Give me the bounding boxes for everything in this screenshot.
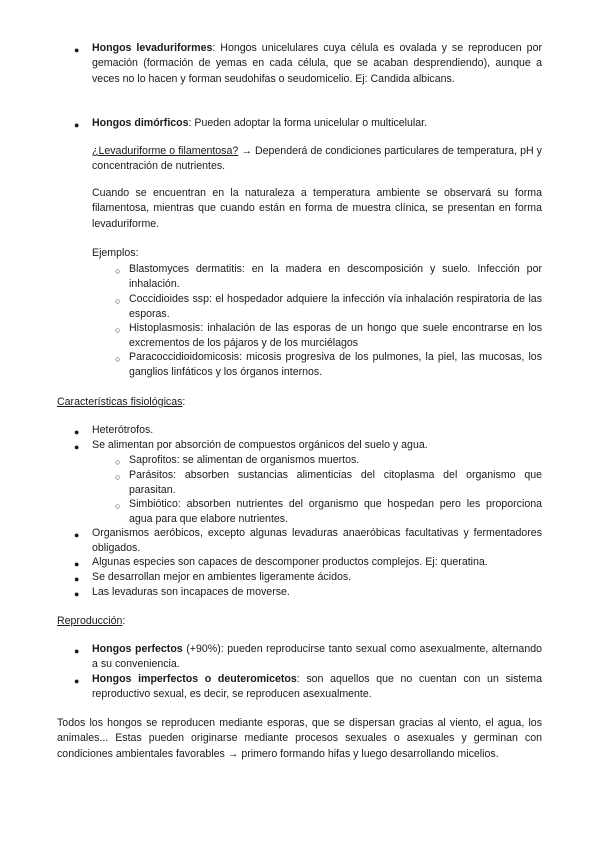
- physio-item: Se alimentan por absorción de compuestos orgánicos del suelo y agua.: [92, 439, 428, 451]
- physiological-heading: [57, 395, 185, 410]
- circle-bullet-icon: ○: [115, 266, 121, 276]
- repro-perfect-item: [92, 642, 542, 673]
- bullet-icon: ●: [74, 574, 80, 584]
- example-item: Histoplasmosis: inhalación de las esporas de un hongo que suele encontrarse en los excrementos de los pájaros y de los murciélagos: [129, 322, 542, 350]
- example-item: Coccidioides ssp: el hospedador adquiere la infección vía inhalación respiratoria de las esporas.: [129, 293, 542, 321]
- circle-bullet-icon: ○: [115, 325, 121, 335]
- form-question-answer: → Dependerá de condiciones particulares de temperatura, pH y concentración de nutrientes.: [92, 145, 542, 173]
- physio-item: Las levaduras son incapaces de moverse.: [92, 586, 290, 598]
- repro-imperfect-item: [92, 672, 542, 703]
- physio-subitem: Parásitos: absorben sustancias alimenticias del citoplasma del organismo que parasitan.: [129, 469, 542, 497]
- bullet-icon: ●: [74, 676, 80, 686]
- term-imperfectos: Hongos imperfectos o deuteromicetos: [92, 673, 297, 685]
- bullet-icon: ●: [74, 427, 80, 437]
- physio-item: Se desarrollan mejor en ambientes ligeramente ácidos.: [92, 571, 352, 583]
- reproduction-heading-text: Reproducción: [57, 615, 123, 627]
- nature-paragraph: Cuando se encuentran en la naturaleza a temperatura ambiente se observará su forma filamentosa, mientras que cuando están en forma de muestra clínica, se presentan en forma levaduriforme.: [92, 187, 542, 230]
- heading-colon: :: [122, 615, 126, 627]
- physio-subitem: Saprofitos: se alimentan de organismos muertos.: [129, 454, 360, 466]
- circle-bullet-icon: ○: [115, 501, 121, 511]
- bullet-icon: ●: [74, 530, 80, 540]
- perfect-text: (+90%): pueden reproducirse tanto sexual como asexualmente, alternando a su conveniencia.: [92, 643, 542, 671]
- bullet-icon: ●: [74, 559, 80, 569]
- bullet-icon: ●: [74, 646, 80, 656]
- physio-item: Organismos aeróbicos, excepto algunas levaduras anaeróbicas facultativas y fermentadores obligados.: [92, 527, 542, 555]
- bullet-icon: ●: [74, 589, 80, 599]
- imperfect-text: : son aquellos que no cuentan con un sistema reproductivo sexual, es decir, se reproducen asexualmente.: [92, 673, 542, 701]
- bullet-icon: ●: [74, 45, 80, 55]
- term-perfectos: Hongos perfectos: [92, 643, 183, 655]
- heading-colon: :: [182, 396, 186, 408]
- example-item: Blastomyces dermatitis: en la madera en descomposición y suelo. Infección por inhalación.: [129, 263, 542, 291]
- bullet-icon: ●: [74, 442, 80, 452]
- levaduriformes-text: : Hongos unicelulares cuya célula es ovalada y se reproducen por gemación (formación de yemas en cada célula, que se acaban desprendiendo), aunque a veces no lo hacen y forman seudohifas o seudomicelio. Ej: Candida albicans.: [92, 42, 542, 85]
- circle-bullet-icon: ○: [115, 354, 121, 364]
- term-levaduriformes: Hongos levaduriformes: [92, 42, 213, 54]
- dimorficos-item: [92, 116, 542, 131]
- form-question-paragraph: [92, 144, 542, 175]
- term-dimorficos: Hongos dimórficos: [92, 117, 189, 129]
- examples-label: Ejemplos:: [92, 247, 139, 259]
- reproduction-heading: [57, 614, 125, 629]
- circle-bullet-icon: ○: [115, 296, 121, 306]
- physio-item: Heterótrofos.: [92, 424, 154, 436]
- final-paragraph: Todos los hongos se reproducen mediante esporas, que se dispersan gracias al viento, el agua, los animales... Estas pueden originarse mediante procesos sexuales o asexuales y germinan con condiciones ambientales favorables → primero formando hifas y luego desarrollando micelios.: [57, 717, 542, 760]
- example-item: Paracoccidioidomicosis: micosis progresiva de los pulmones, la piel, las mucosas, los ganglios linfáticos y los órganos internos.: [129, 351, 542, 379]
- dimorficos-text: : Pueden adoptar la forma unicelular o multicelular.: [188, 117, 428, 129]
- form-question: ¿Levaduriforme o filamentosa?: [92, 145, 239, 157]
- physiological-heading-text: Características fisiológicas: [57, 396, 183, 408]
- circle-bullet-icon: ○: [115, 472, 121, 482]
- bullet-icon: ●: [74, 120, 80, 130]
- circle-bullet-icon: ○: [115, 457, 121, 467]
- physio-subitem: Simbiótico: absorben nutrientes del organismo que hospedan pero les proporciona agua para que elabore nutrientes.: [129, 498, 542, 526]
- levaduriformes-item: [92, 41, 542, 87]
- physio-item: Algunas especies son capaces de descomponer productos complejos. Ej: queratina.: [92, 556, 488, 568]
